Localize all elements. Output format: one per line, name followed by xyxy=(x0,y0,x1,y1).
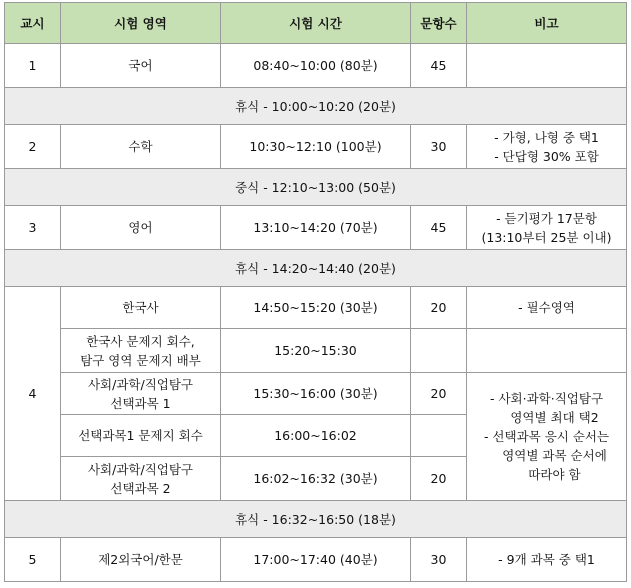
note-cell xyxy=(467,206,627,250)
period-cell: 4 xyxy=(5,287,61,501)
note-line: - 듣기평가 17문항 xyxy=(496,210,597,226)
note-line: - 가형, 나형 중 택1 xyxy=(494,129,599,145)
table-row xyxy=(5,329,627,373)
area-cell: 수학 xyxy=(61,125,221,169)
break-row xyxy=(5,250,627,287)
table-row xyxy=(5,373,627,415)
count-cell: 20 xyxy=(411,373,467,415)
header-period: 교시 xyxy=(5,3,61,44)
header-note: 비고 xyxy=(467,3,627,44)
table-row xyxy=(5,125,627,169)
period-cell: 1 xyxy=(5,44,61,88)
area-line: 한국사 문제지 회수, xyxy=(86,333,195,349)
area-line: 선택과목 2 xyxy=(110,480,171,496)
header-row xyxy=(5,3,627,44)
area-cell xyxy=(61,373,221,415)
area-cell xyxy=(61,287,221,329)
area-cell: 영어 xyxy=(61,206,221,250)
break-cell: 휴식 - 10:00~10:20 (20분) xyxy=(5,88,627,125)
lunch-row xyxy=(5,169,627,206)
header-time: 시험 시간 xyxy=(221,3,411,44)
time-cell: 10:30~12:10 (100분) xyxy=(221,125,411,169)
area-line: 선택과목 1 xyxy=(110,395,171,411)
time-cell: 14:50~15:20 (30분) xyxy=(221,287,411,329)
period-cell: 5 xyxy=(5,538,61,582)
note-line: 영역별 과목 순서에 xyxy=(502,448,607,463)
table-row xyxy=(5,538,627,582)
break-row xyxy=(5,88,627,125)
note-line: (13:10부터 25분 이내) xyxy=(481,229,612,245)
header-area: 시험 영역 xyxy=(61,3,221,44)
note-line: - 사회·과학·직업탐구 xyxy=(489,391,604,406)
note-cell: - 9개 과목 중 택1 xyxy=(467,538,627,582)
area-cell xyxy=(61,329,221,373)
table-row xyxy=(5,206,627,250)
break-row xyxy=(5,501,627,538)
time-cell: 16:00~16:02 xyxy=(221,415,411,457)
note-cell xyxy=(467,125,627,169)
note-cell: - 필수영역 xyxy=(467,287,627,329)
table-row xyxy=(5,44,627,88)
time-cell: 16:02~16:32 (30분) xyxy=(221,457,411,501)
note-cell xyxy=(467,373,627,501)
note-cell xyxy=(467,329,627,373)
break-cell: 휴식 - 16:32~16:50 (18분) xyxy=(5,501,627,538)
table-row xyxy=(5,287,627,329)
time-cell: 17:00~17:40 (40분) xyxy=(221,538,411,582)
count-cell: 20 xyxy=(411,457,467,501)
area-cell xyxy=(61,457,221,501)
time-cell: 08:40~10:00 (80분) xyxy=(221,44,411,88)
note-line: - 단답형 30% 포함 xyxy=(494,148,599,164)
note-line: 따라야 함 xyxy=(528,467,581,482)
count-cell: 20 xyxy=(411,287,467,329)
area-cell: 국어 xyxy=(61,44,221,88)
note-line: - 선택과목 응시 순서는 xyxy=(483,429,610,444)
time-cell: 15:30~16:00 (30분) xyxy=(221,373,411,415)
note-line: 영역별 최대 택2 xyxy=(510,410,599,425)
count-cell xyxy=(411,415,467,457)
header-count: 문항수 xyxy=(411,3,467,44)
time-cell: 13:10~14:20 (70분) xyxy=(221,206,411,250)
period-cell: 2 xyxy=(5,125,61,169)
exam-schedule-table xyxy=(4,2,627,582)
area-cell xyxy=(61,415,221,457)
count-cell xyxy=(411,329,467,373)
area-line: 선택과목1 문제지 회수 xyxy=(78,428,203,443)
area-line: 한국사 xyxy=(122,300,159,315)
count-cell: 30 xyxy=(411,125,467,169)
time-cell: 15:20~15:30 xyxy=(221,329,411,373)
area-line: 탐구 영역 문제지 배부 xyxy=(80,352,201,368)
note-cell xyxy=(467,44,627,88)
count-cell: 30 xyxy=(411,538,467,582)
count-cell: 45 xyxy=(411,44,467,88)
count-cell: 45 xyxy=(411,206,467,250)
area-cell: 제2외국어/한문 xyxy=(61,538,221,582)
area-line: 사회/과학/직업탐구 xyxy=(87,461,194,477)
break-cell: 휴식 - 14:20~14:40 (20분) xyxy=(5,250,627,287)
period-cell: 3 xyxy=(5,206,61,250)
lunch-cell: 중식 - 12:10~13:00 (50분) xyxy=(5,169,627,206)
area-line: 사회/과학/직업탐구 xyxy=(87,376,194,392)
